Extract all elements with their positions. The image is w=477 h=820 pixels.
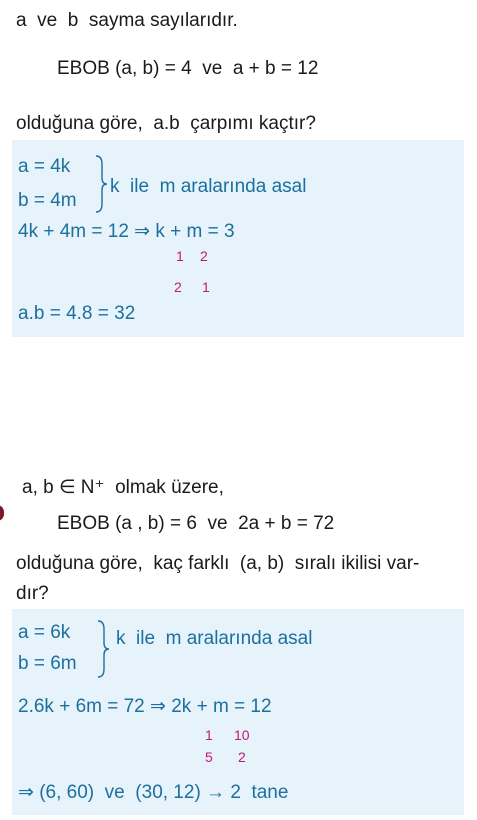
- solution1-eq-b: b = 4m: [18, 190, 77, 211]
- solution2-eq-a: a = 6k: [18, 622, 71, 643]
- solution2-result: ⇒ (6, 60) ve (30, 12) → 2 tane: [18, 782, 289, 803]
- solution2-equation: 2.6k + 6m = 72 ⇒ 2k + m = 12: [18, 696, 272, 717]
- problem2-line3: olduğuna göre, kaç farklı (a, b) sıralı ikilisi var-: [16, 553, 420, 574]
- solution1-box: [12, 140, 464, 337]
- solution1-result: a.b = 4.8 = 32: [18, 303, 136, 324]
- problem2-line4: dır?: [16, 583, 49, 604]
- solution2-pair1-k: 1: [205, 727, 213, 743]
- solution2-pair2-m: 2: [238, 749, 246, 765]
- brace-icon: [96, 619, 110, 679]
- solution2-pair2-k: 5: [205, 749, 213, 765]
- solution1-pair1-m: 2: [200, 248, 208, 264]
- solution1-eq-a: a = 4k: [18, 156, 71, 177]
- problem1-line2: EBOB (a, b) = 4 ve a + b = 12: [57, 58, 319, 79]
- solution2-relation: k ile m aralarında asal: [116, 628, 313, 649]
- solution1-pair2-k: 2: [174, 279, 182, 295]
- solution1-relation: k ile m aralarında asal: [110, 176, 307, 197]
- problem1-line1: a ve b sayma sayılarıdır.: [16, 10, 238, 31]
- problem1-line3: olduğuna göre, a.b çarpımı kaçtır?: [16, 113, 316, 134]
- solution2-box: [12, 609, 464, 815]
- solution1-equation: 4k + 4m = 12 ⇒ k + m = 3: [18, 221, 235, 242]
- problem2-line2: EBOB (a , b) = 6 ve 2a + b = 72: [57, 513, 335, 534]
- brace-icon: [94, 154, 108, 214]
- solution1-pair2-m: 1: [202, 279, 210, 295]
- solution1-pair1-k: 1: [176, 248, 184, 264]
- problem2-line1: a, b ∈ N⁺ olmak üzere,: [22, 477, 224, 498]
- page-edge-mark: [0, 505, 4, 521]
- solution2-eq-b: b = 6m: [18, 653, 77, 674]
- solution2-pair1-m: 10: [234, 727, 250, 743]
